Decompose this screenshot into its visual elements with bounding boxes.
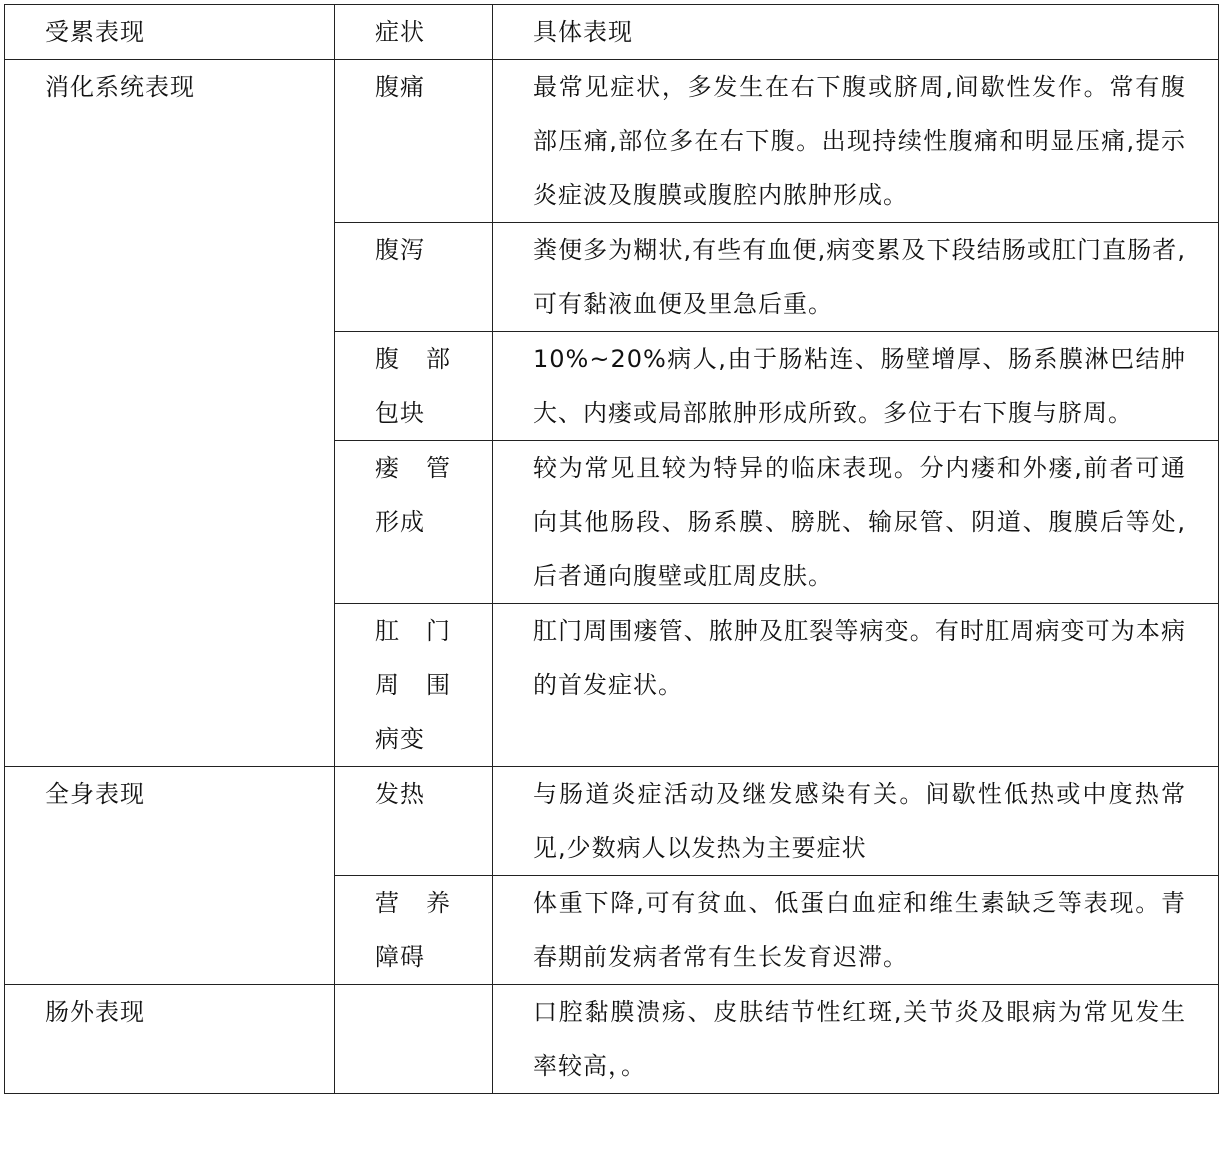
category-cell: 肠外表现 (5, 985, 335, 1094)
symptom-label: 障碍 (375, 943, 425, 971)
symptom-label: 形成 (375, 508, 425, 536)
symptom-label: 病变 (375, 725, 425, 753)
description-cell: 较为常见且较为特异的临床表现。分内瘘和外瘘,前者可通向其他肠段、肠系膜、膀胱、输尿管、阴道、腹膜后等处,后者通向腹壁或肛周皮肤。 (493, 441, 1219, 604)
table-row (5, 985, 1219, 1094)
symptom-table (4, 4, 1219, 1094)
symptom-label: 肛门 (375, 617, 477, 645)
table-row (5, 767, 1219, 876)
header-description: 具体表现 (493, 5, 1219, 60)
description-cell: 肛门周围瘘管、脓肿及肛裂等病变。有时肛周病变可为本病的首发症状。 (493, 604, 1219, 767)
symptom-label: 包块 (375, 399, 425, 427)
symptom-cell (335, 332, 493, 441)
symptom-cell (335, 441, 493, 604)
description-cell: 与肠道炎症活动及继发感染有关。间歇性低热或中度热常见,少数病人以发热为主要症状 (493, 767, 1219, 876)
table-row (5, 60, 1219, 223)
category-cell: 全身表现 (5, 767, 335, 985)
description-cell: 粪便多为糊状,有些有血便,病变累及下段结肠或肛门直肠者,可有黏液血便及里急后重。 (493, 223, 1219, 332)
symptom-label: 营养 (375, 889, 477, 917)
description-cell: 口腔黏膜溃疡、皮肤结节性红斑,关节炎及眼病为常见发生率较高，。 (493, 985, 1219, 1094)
symptom-cell (335, 767, 493, 876)
symptom-cell (335, 876, 493, 985)
symptom-label: 腹痛 (375, 73, 425, 101)
symptom-cell (335, 60, 493, 223)
symptom-label: 发热 (375, 780, 425, 808)
header-affected-area: 受累表现 (5, 5, 335, 60)
description-cell: 10%~20%病人,由于肠粘连、肠壁增厚、肠系膜淋巴结肿大、内瘘或局部脓肿形成所致。多位于右下腹与脐周。 (493, 332, 1219, 441)
symptom-cell (335, 223, 493, 332)
header-symptom: 症状 (335, 5, 493, 60)
description-cell: 体重下降,可有贫血、低蛋白血症和维生素缺乏等表现。青春期前发病者常有生长发育迟滞。 (493, 876, 1219, 985)
symptom-cell (335, 985, 493, 1094)
symptom-label: 腹部 (375, 345, 477, 373)
symptom-cell (335, 604, 493, 767)
category-cell: 消化系统表现 (5, 60, 335, 767)
symptom-label: 腹泻 (375, 236, 425, 264)
description-cell: 最常见症状，多发生在右下腹或脐周,间歇性发作。常有腹部压痛,部位多在右下腹。出现持续性腹痛和明显压痛,提示炎症波及腹膜或腹腔内脓肿形成。 (493, 60, 1219, 223)
table-header-row (5, 5, 1219, 60)
symptom-label: 周围 (375, 671, 477, 699)
symptom-label: 瘘管 (375, 454, 477, 482)
